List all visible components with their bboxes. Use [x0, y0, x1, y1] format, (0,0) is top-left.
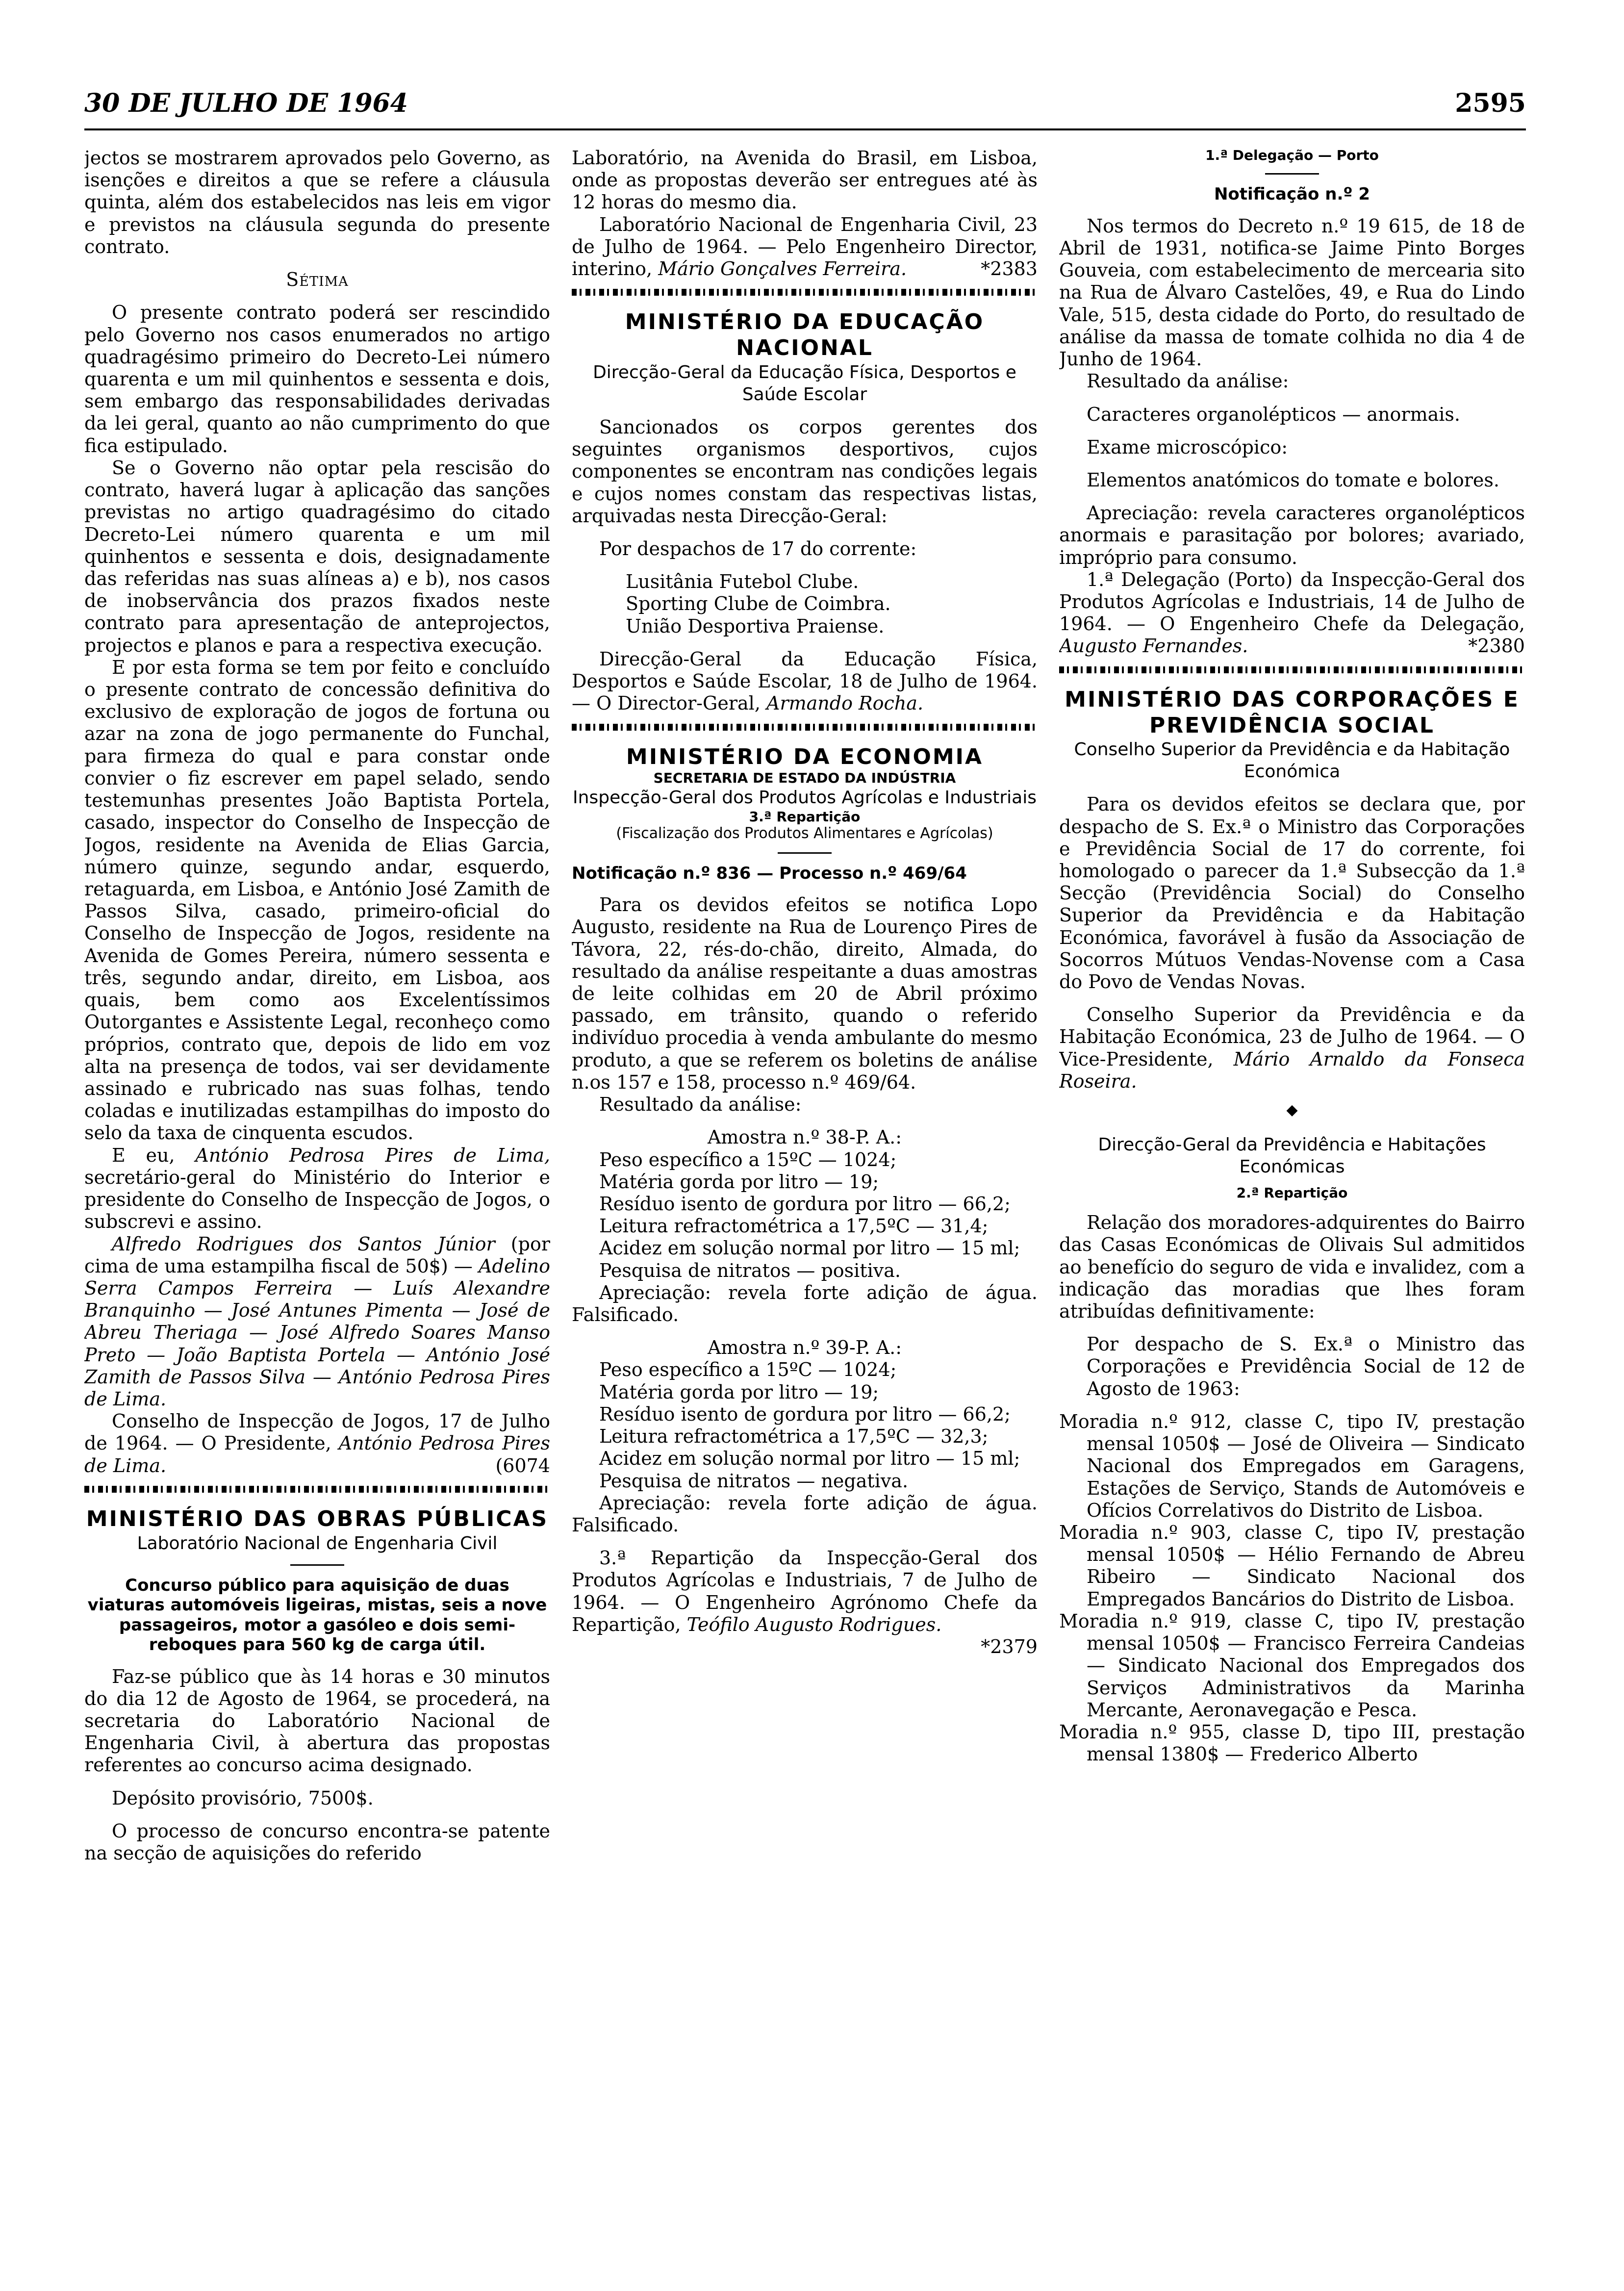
- header-rule: [84, 128, 1526, 130]
- ministry-heading: MINISTÉRIO DAS OBRAS PÚBLICAS: [86, 1506, 549, 1531]
- notice-title: Concurso público para aquisição de duas viaturas automóveis ligeiras, mistas, seis a nove passageiros, motor a gasóleo e dois semi-reboques para 560 kg de carga útil.: [87, 1575, 547, 1655]
- paragraph: Direcção-Geral da Educação Física, Desportos e Saúde Escolar, 18 de Julho de 1964. — O Director-Geral, Armando Rocha.: [572, 648, 1038, 714]
- paragraph: Por despacho de S. Ex.ª o Ministro das Corporações e Previdência Social de 12 de Agosto de 1963:: [1087, 1333, 1525, 1400]
- paragraph: Apreciação: revela caracteres organolépticos anormais e parasitação por bolores; avariado, impróprio para consumo.: [1059, 502, 1525, 568]
- header-date: 30 DE JULHO DE 1964: [84, 88, 408, 118]
- separator: [1059, 666, 1525, 673]
- paragraph: Apreciação: revela forte adição de água. Falsificado.: [572, 1492, 1038, 1536]
- list-item: Moradia n.º 912, classe C, tipo IV, prestação mensal 1050$ — José de Oliveira — Sindicato Nacional dos Empregados em Garagens, Estações de Serviço, Stands de Automóveis e Ofícios Correlativos do Distrito de Lisboa.: [1059, 1410, 1525, 1521]
- list-item: Moradia n.º 919, classe C, tipo IV, prestação mensal 1050$ — Francisco Ferreira Candeias — Sindicato Nacional dos Empregados dos Serviços Administrativos da Marinha Mercante, Aeronavegação e Pesca.: [1059, 1610, 1525, 1721]
- section-subheading: (Fiscalização dos Produtos Alimentares e Agrícolas): [616, 824, 993, 842]
- analysis-line: Matéria gorda por litro — 19;: [599, 1381, 879, 1403]
- list-item: Lusitânia Futebol Clube.: [626, 571, 859, 593]
- paragraph: E por esta forma se tem por feito e concluído o presente contrato de concessão definitiva do exclusivo de exploração de jogos de fortuna ou azar na zona de jogo permanente do Funchal, para firmeza do qual e para constar onde convier o fiz escrever em papel selado, sendo testemunhas presentes João Baptista Portela, casado, inspector do Conselho de Inspecção de Jogos, residente na Avenida de Elias Garcia, número quinze, segundo andar, esquerdo, retaguarda, em Lisboa, e António José Zamith de Passos Silva, casado, primeiro-oficial do Conselho de Inspecção de Jogos, residente na Avenida de Gomes Pereira, número sessenta e três, segundo andar, direito, em Lisboa, aos quais, bem como aos Excelentíssimos Outorgantes e Assistente Legal, reconheço como próprios, contrato que, depois de lido em voz alta na presença de todos, vai ser devidamente assinado e rubricado nas suas folhas, tendo coladas e inutilizadas estampilhas do imposto do selo da taxa de cinquenta escudos.: [84, 656, 550, 1144]
- ministry-heading: MINISTÉRIO DAS CORPORAÇÕES E PREVIDÊNCIA SOCIAL: [1065, 687, 1520, 738]
- signatures-paragraph: Alfredo Rodrigues dos Santos Júnior (por cima de uma estampilha fiscal de 50$) — Adelino Serra Campos Ferreira — Luís Alexandre Branquinho — José Antunes Pimenta — José de Abreu Theriaga — José Alfredo Soares Manso Preto — João Baptista Portela — António José Zamith de Passos Silva — António Pedrosa Pires de Lima.: [84, 1233, 550, 1410]
- section-subheading: Direcção-Geral da Educação Física, Desportos e Saúde Escolar: [593, 362, 1016, 405]
- paragraph: Relação dos moradores-adquirentes do Bairro das Casas Económicas de Olivais Sul admitidos ao benefício do seguro de vida e invalidez, com a indicação das moradias que lhes foram atribuídas definitivamente:: [1059, 1212, 1525, 1323]
- paragraph: Por despachos de 17 do corrente:: [599, 538, 917, 560]
- paragraph: Conselho de Inspecção de Jogos, 17 de Julho de 1964. — O Presidente, António Pedrosa Pires de Lima. (6074: [84, 1410, 550, 1476]
- column-1: [84, 147, 550, 2275]
- analysis-line: Pesquisa de nitratos — positiva.: [599, 1259, 901, 1281]
- column-3: [1059, 147, 1525, 2275]
- section-subheading: Direcção-Geral da Previdência e Habitações Económicas: [1098, 1134, 1486, 1177]
- paragraph: 3.ª Repartição da Inspecção-Geral dos Produtos Agrícolas e Industriais, 7 de Julho de 1964. — O Engenheiro Agrónomo Chefe da Repartição, Teófilo Augusto Rodrigues.: [572, 1547, 1038, 1635]
- notice-title: Notificação n.º 2: [1214, 184, 1370, 204]
- analysis-line: Resíduo isento de gordura por litro — 66,2;: [599, 1193, 1011, 1215]
- paragraph: Para os devidos efeitos se notifica Lopo Augusto, residente na Rua de Lourenço Pires de Távora, 22, rés-do-chão, direito, Almada, do resultado da análise respeitante a duas amostras de leite colhidas em 20 de Abril próximo passado, em trânsito, quando o referido indivíduo procedia à venda ambulante do mesmo produto, a que se referem os boletins de análise n.os 157 e 158, processo n.º 469/64.: [572, 894, 1038, 1093]
- separator: [84, 1486, 550, 1493]
- notice-title: Notificação n.º 836 — Processo n.º 469/64: [572, 863, 967, 883]
- paragraph: Resultado da análise:: [1087, 370, 1289, 392]
- paragraph: Elementos anatómicos do tomate e bolores.: [1087, 469, 1499, 491]
- analysis-line: Matéria gorda por litro — 19;: [599, 1171, 879, 1193]
- analysis-line: Leitura refractométrica a 17,5ºC — 31,4;: [599, 1215, 989, 1237]
- page-header: [84, 88, 1526, 123]
- paragraph: Se o Governo não optar pela rescisão do contrato, haverá lugar à aplicação das sanções previstas no artigo quadragésimo do citado Decreto-Lei número quarenta e um mil quinhentos e sessenta e dois, designadamente das referidas nas suas alíneas a) e b), nos casos de inobservância dos prazos fixados neste contrato para apresentação de anteprojectos, projectos e planos e para a respectiva execução.: [84, 457, 550, 656]
- ministry-heading: MINISTÉRIO DA EDUCAÇÃO NACIONAL: [625, 309, 985, 361]
- list-item: União Desportiva Praiense.: [626, 615, 885, 637]
- paragraph: Caracteres organolépticos — anormais.: [1087, 403, 1461, 425]
- paragraph: Depósito provisório, 7500$.: [112, 1787, 374, 1809]
- paragraph: Laboratório Nacional de Engenharia Civil, 23 de Julho de 1964. — Pelo Engenheiro Director, interino, Mário Gonçalves Ferreira. *2383: [572, 213, 1038, 280]
- paragraph: Laboratório, na Avenida do Brasil, em Lisboa, onde as propostas deverão ser entregues até às 12 horas do mesmo dia.: [572, 147, 1038, 213]
- paragraph: Apreciação: revela forte adição de água. Falsificado.: [572, 1281, 1038, 1326]
- divider: [778, 852, 832, 854]
- analysis-line: Peso específico a 15ºC — 1024;: [599, 1359, 897, 1381]
- paragraph: jectos se mostrarem aprovados pelo Governo, as isenções e direitos a que se refere a cláusula quinta, além dos estabelecidos nas leis em vigor e previstos na cláusula segunda do presente contrato.: [84, 147, 550, 257]
- section-subheading: Laboratório Nacional de Engenharia Civil: [137, 1533, 498, 1553]
- section-subheading: Inspecção-Geral dos Produtos Agrícolas e Industriais: [573, 787, 1037, 808]
- paragraph: Conselho Superior da Previdência e da Habitação Económica, 23 de Julho de 1964. — O Vice-Presidente, Mário Arnaldo da Fonseca Roseira.: [1059, 1004, 1525, 1092]
- paragraph: Exame microscópico:: [1087, 436, 1288, 458]
- analysis-line: Acidez em solução normal por litro — 15 ml;: [599, 1448, 1020, 1470]
- sample-heading: Amostra n.º 39-P. A.:: [707, 1337, 902, 1359]
- analysis-line: Resíduo isento de gordura por litro — 66,2;: [599, 1403, 1011, 1425]
- paragraph: O presente contrato poderá ser rescindido pelo Governo nos casos enumerados no artigo quadragésimo primeiro do Decreto-Lei número quarenta e um mil quinhentos e sessenta e dois, sem embargo das responsabilidades derivadas da lei geral, quanto ao não cumprimento do que fica estipulado.: [84, 302, 550, 457]
- separator: [572, 724, 1038, 731]
- paragraph: Para os devidos efeitos se declara que, por despacho de S. Ex.ª o Ministro das Corporações e Previdência Social de 17 do corrente, foi homologado o parecer da 1.ª Subsecção da 1.ª Secção (Previdência Social) do Conselho Superior da Previdência e da Habitação Económica, favorável à fusão da Associação de Socorros Mútuos Vendas-Novense com a Casa do Povo de Vendas Novas.: [1059, 793, 1525, 993]
- analysis-line: Peso específico a 15ºC — 1024;: [599, 1148, 897, 1171]
- section-subheading: Conselho Superior da Previdência e da Habitação Económica: [1074, 739, 1510, 782]
- paragraph: Nos termos do Decreto n.º 19 615, de 18 de Abril de 1931, notifica-se Jaime Pinto Borges Gouveia, com estabelecimento de mercearia sito na Rua de Álvaro Castelões, 49, e Rua do Lindo Vale, 515, desta cidade do Porto, do resultado de análise da massa de tomate colhida no dia 4 de Junho de 1964.: [1059, 215, 1525, 370]
- section-heading: Sétima: [286, 269, 349, 291]
- ministry-heading: MINISTÉRIO DA ECONOMIA: [626, 744, 984, 769]
- divider: [290, 1564, 344, 1566]
- separator: [572, 289, 1038, 296]
- analysis-line: Leitura refractométrica a 17,5ºC — 32,3;: [599, 1426, 989, 1448]
- divider: [1265, 173, 1319, 175]
- column-2: [572, 147, 1038, 2275]
- paragraph: 1.ª Delegação (Porto) da Inspecção-Geral dos Produtos Agrícolas e Industriais, 14 de Julho de 1964. — O Engenheiro Chefe da Delegação, Augusto Fernandes. *2380: [1059, 568, 1525, 657]
- section-subheading: 3.ª Repartição: [749, 808, 861, 825]
- section-subheading: 2.ª Repartição: [1236, 1184, 1348, 1201]
- page-number: 2595: [1455, 88, 1526, 118]
- section-subheading: 1.ª Delegação — Porto: [1205, 147, 1379, 163]
- section-subheading: SECRETARIA DE ESTADO DA INDÚSTRIA: [653, 770, 956, 787]
- list-item: Sporting Clube de Coimbra.: [626, 593, 891, 615]
- paragraph: Sancionados os corpos gerentes dos seguintes organismos desportivos, cujos componentes se encontram nas condições legais e cujos nomes constam das respectivas listas, arquivadas nesta Direcção-Geral:: [572, 416, 1038, 527]
- reference-number: *2379: [981, 1636, 1038, 1658]
- list-item: Moradia n.º 903, classe C, tipo IV, prestação mensal 1050$ — Hélio Fernando de Abreu Ribeiro — Sindicato Nacional dos Empregados Bancários do Distrito de Lisboa.: [1059, 1521, 1525, 1610]
- paragraph: E eu, António Pedrosa Pires de Lima, secretário-geral do Ministério do Interior e presidente do Conselho de Inspecção de Jogos, o subscrevi e assino.: [84, 1144, 550, 1233]
- analysis-line: Acidez em solução normal por litro — 15 ml;: [599, 1237, 1020, 1259]
- sample-heading: Amostra n.º 38-P. A.:: [707, 1126, 902, 1148]
- paragraph: O processo de concurso encontra-se patente na secção de aquisições do referido: [84, 1820, 550, 1864]
- paragraph: Resultado da análise:: [599, 1094, 802, 1116]
- ornament-divider: ◆: [1286, 1101, 1298, 1119]
- analysis-line: Pesquisa de nitratos — negativa.: [599, 1470, 909, 1492]
- paragraph: Faz-se público que às 14 horas e 30 minutos do dia 12 de Agosto de 1964, se procederá, na secretaria do Laboratório Nacional de Engenharia Civil, à abertura das propostas referentes ao concurso acima designado.: [84, 1665, 550, 1776]
- list-item: Moradia n.º 955, classe D, tipo III, prestação mensal 1380$ — Frederico Alberto: [1059, 1721, 1525, 1765]
